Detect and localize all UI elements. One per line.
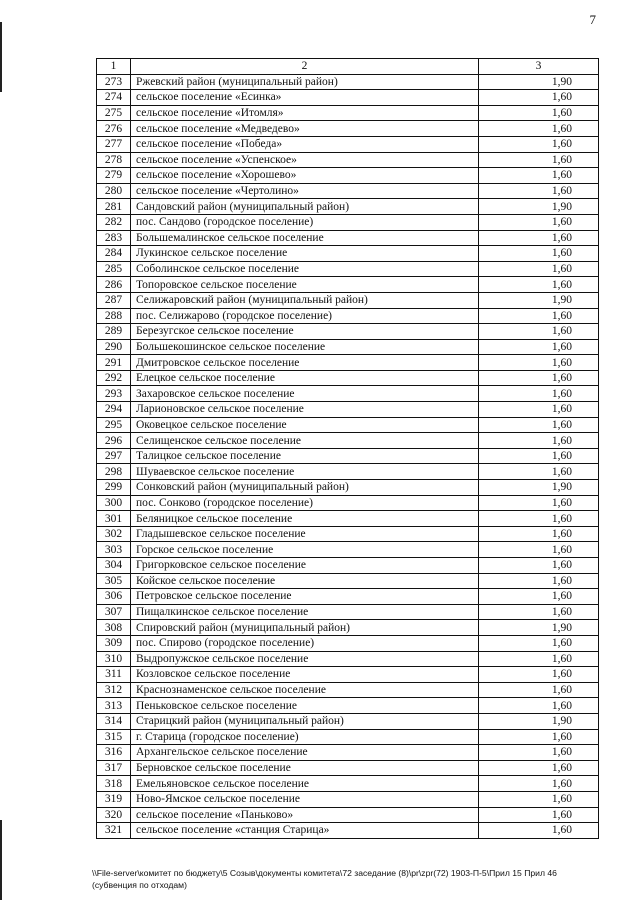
- row-value: 1,60: [479, 90, 599, 106]
- row-name: Топоровское сельское поселение: [131, 277, 479, 293]
- row-name: Койское сельское поселение: [131, 573, 479, 589]
- row-name: г. Старица (городское поселение): [131, 729, 479, 745]
- row-name: Старицкий район (муниципальный район): [131, 713, 479, 729]
- row-number: 303: [97, 542, 131, 558]
- row-number: 316: [97, 745, 131, 761]
- row-name: Петровское сельское поселение: [131, 589, 479, 605]
- row-number: 308: [97, 620, 131, 636]
- table-row: [97, 745, 599, 761]
- table-row: [97, 604, 599, 620]
- row-name: Берновское сельское поселение: [131, 760, 479, 776]
- row-number: 302: [97, 526, 131, 542]
- row-name: Дмитровское сельское поселение: [131, 355, 479, 371]
- row-number: 297: [97, 448, 131, 464]
- row-number: 281: [97, 199, 131, 215]
- row-name: Архангельское сельское поселение: [131, 745, 479, 761]
- row-name: Сонковский район (муниципальный район): [131, 480, 479, 496]
- row-number: 273: [97, 74, 131, 90]
- table-row: [97, 464, 599, 480]
- row-value: 1,60: [479, 308, 599, 324]
- table-row: [97, 136, 599, 152]
- row-value: 1,60: [479, 604, 599, 620]
- table-row: [97, 152, 599, 168]
- table-row: [97, 495, 599, 511]
- row-value: 1,60: [479, 511, 599, 527]
- row-number: 304: [97, 558, 131, 574]
- table-row: [97, 386, 599, 402]
- table-row: [97, 713, 599, 729]
- table-row: [97, 417, 599, 433]
- row-value: 1,60: [479, 214, 599, 230]
- table-row: [97, 511, 599, 527]
- row-name: Беляницкое сельское поселение: [131, 511, 479, 527]
- table-row: [97, 760, 599, 776]
- row-name: Ржевский район (муниципальный район): [131, 74, 479, 90]
- table-row: [97, 121, 599, 137]
- row-name: сельское поселение «Успенское»: [131, 152, 479, 168]
- row-number: 289: [97, 324, 131, 340]
- row-value: 1,60: [479, 698, 599, 714]
- table-row: [97, 823, 599, 839]
- row-number: 292: [97, 370, 131, 386]
- row-number: 283: [97, 230, 131, 246]
- row-number: 285: [97, 261, 131, 277]
- row-value: 1,90: [479, 74, 599, 90]
- table-row: [97, 698, 599, 714]
- row-value: 1,60: [479, 573, 599, 589]
- row-value: 1,60: [479, 355, 599, 371]
- row-value: 1,60: [479, 370, 599, 386]
- row-value: 1,90: [479, 480, 599, 496]
- row-value: 1,90: [479, 620, 599, 636]
- row-value: 1,60: [479, 558, 599, 574]
- table-body: [97, 74, 599, 838]
- header-col-3: 3: [479, 59, 599, 75]
- page-number: 7: [589, 12, 596, 27]
- row-name: сельское поселение «Победа»: [131, 136, 479, 152]
- row-number: 321: [97, 823, 131, 839]
- row-value: 1,90: [479, 292, 599, 308]
- row-value: 1,60: [479, 339, 599, 355]
- row-value: 1,60: [479, 464, 599, 480]
- table-row: [97, 355, 599, 371]
- table-row: [97, 308, 599, 324]
- row-number: 279: [97, 168, 131, 184]
- row-number: 299: [97, 480, 131, 496]
- row-number: 284: [97, 246, 131, 262]
- row-value: 1,60: [479, 433, 599, 449]
- row-number: 317: [97, 760, 131, 776]
- table-row: [97, 183, 599, 199]
- row-name: Захаровское сельское поселение: [131, 386, 479, 402]
- table-row: [97, 292, 599, 308]
- row-name: Селижаровский район (муниципальный район): [131, 292, 479, 308]
- table-row: [97, 339, 599, 355]
- table-row: [97, 651, 599, 667]
- row-value: 1,90: [479, 199, 599, 215]
- table-row: [97, 791, 599, 807]
- row-value: 1,60: [479, 246, 599, 262]
- row-name: Гладышевское сельское поселение: [131, 526, 479, 542]
- row-value: 1,60: [479, 448, 599, 464]
- table-row: [97, 105, 599, 121]
- row-number: 296: [97, 433, 131, 449]
- row-value: 1,60: [479, 324, 599, 340]
- row-number: 290: [97, 339, 131, 355]
- row-number: 312: [97, 682, 131, 698]
- row-number: 274: [97, 90, 131, 106]
- row-name: сельское поселение «Итомля»: [131, 105, 479, 121]
- row-name: сельское поселение «Есинка»: [131, 90, 479, 106]
- footer-line-1: \\File-server\комитет по бюджету\5 Созыв\документы комитета\72 заседание (8)\pr\zpr(72) 1903-П-5\Прил 15 Прил 46: [92, 868, 557, 878]
- row-number: 276: [97, 121, 131, 137]
- row-number: 278: [97, 152, 131, 168]
- header-col-1: 1: [97, 59, 131, 75]
- scan-edge-mark-bottom: [0, 820, 2, 900]
- row-number: 277: [97, 136, 131, 152]
- table-row: [97, 74, 599, 90]
- row-name: Козловское сельское поселение: [131, 667, 479, 683]
- row-value: 1,60: [479, 745, 599, 761]
- row-number: 286: [97, 277, 131, 293]
- table-row: [97, 448, 599, 464]
- table-row: [97, 729, 599, 745]
- row-name: Талицкое сельское поселение: [131, 448, 479, 464]
- table-row: [97, 168, 599, 184]
- row-value: 1,60: [479, 682, 599, 698]
- table-row: [97, 589, 599, 605]
- row-number: 318: [97, 776, 131, 792]
- table-row: [97, 214, 599, 230]
- row-name: Елецкое сельское поселение: [131, 370, 479, 386]
- table-row: [97, 682, 599, 698]
- row-number: 288: [97, 308, 131, 324]
- row-number: 319: [97, 791, 131, 807]
- row-number: 294: [97, 402, 131, 418]
- row-name: Ново-Ямское сельское поселение: [131, 791, 479, 807]
- row-name: Ларионовское сельское поселение: [131, 402, 479, 418]
- row-number: 282: [97, 214, 131, 230]
- row-value: 1,60: [479, 261, 599, 277]
- row-name: сельское поселение «Чертолино»: [131, 183, 479, 199]
- row-value: 1,60: [479, 776, 599, 792]
- row-value: 1,60: [479, 495, 599, 511]
- row-number: 306: [97, 589, 131, 605]
- row-name: Селищенское сельское поселение: [131, 433, 479, 449]
- table-row: [97, 370, 599, 386]
- row-number: 313: [97, 698, 131, 714]
- row-value: 1,60: [479, 386, 599, 402]
- row-value: 1,60: [479, 542, 599, 558]
- row-value: 1,90: [479, 713, 599, 729]
- table-row: [97, 230, 599, 246]
- row-number: 314: [97, 713, 131, 729]
- row-name: пос. Спирово (городское поселение): [131, 635, 479, 651]
- table-row: [97, 573, 599, 589]
- row-number: 311: [97, 667, 131, 683]
- table-row: [97, 261, 599, 277]
- row-number: 320: [97, 807, 131, 823]
- row-name: сельское поселение «Паньково»: [131, 807, 479, 823]
- row-value: 1,60: [479, 168, 599, 184]
- table-row: [97, 635, 599, 651]
- row-value: 1,60: [479, 667, 599, 683]
- row-name: Емельяновское сельское поселение: [131, 776, 479, 792]
- table-header-row: [97, 59, 599, 75]
- row-name: Сандовский район (муниципальный район): [131, 199, 479, 215]
- row-value: 1,60: [479, 417, 599, 433]
- table-row: [97, 526, 599, 542]
- row-number: 275: [97, 105, 131, 121]
- row-name: Березугское сельское поселение: [131, 324, 479, 340]
- row-name: Горское сельское поселение: [131, 542, 479, 558]
- row-value: 1,60: [479, 526, 599, 542]
- row-name: пос. Сандово (городское поселение): [131, 214, 479, 230]
- row-number: 291: [97, 355, 131, 371]
- row-name: Лукинское сельское поселение: [131, 246, 479, 262]
- table-row: [97, 277, 599, 293]
- row-value: 1,60: [479, 277, 599, 293]
- row-value: 1,60: [479, 105, 599, 121]
- table-row: [97, 433, 599, 449]
- table-row: [97, 807, 599, 823]
- row-value: 1,60: [479, 402, 599, 418]
- table-row: [97, 246, 599, 262]
- table-row: [97, 620, 599, 636]
- table-row: [97, 199, 599, 215]
- row-name: сельское поселение «Медведево»: [131, 121, 479, 137]
- row-value: 1,60: [479, 651, 599, 667]
- row-name: пос. Сонково (городское поселение): [131, 495, 479, 511]
- row-value: 1,60: [479, 589, 599, 605]
- row-name: сельское поселение «Хорошево»: [131, 168, 479, 184]
- row-value: 1,60: [479, 121, 599, 137]
- row-number: 298: [97, 464, 131, 480]
- row-value: 1,60: [479, 152, 599, 168]
- table-row: [97, 480, 599, 496]
- row-name: Пеньковское сельское поселение: [131, 698, 479, 714]
- row-number: 301: [97, 511, 131, 527]
- footer-line-2: (субвенция по отходам): [92, 880, 187, 890]
- footer-file-path: [92, 867, 557, 891]
- table-row: [97, 558, 599, 574]
- row-number: 309: [97, 635, 131, 651]
- row-value: 1,60: [479, 729, 599, 745]
- row-name: Григорковское сельское поселение: [131, 558, 479, 574]
- row-name: Шуваевское сельское поселение: [131, 464, 479, 480]
- data-table: [96, 58, 599, 839]
- row-number: 287: [97, 292, 131, 308]
- row-name: Пищалкинское сельское поселение: [131, 604, 479, 620]
- table-row: [97, 776, 599, 792]
- row-number: 305: [97, 573, 131, 589]
- row-value: 1,60: [479, 230, 599, 246]
- row-name: Соболинское сельское поселение: [131, 261, 479, 277]
- row-name: Краснознаменское сельское поселение: [131, 682, 479, 698]
- row-number: 310: [97, 651, 131, 667]
- row-value: 1,60: [479, 807, 599, 823]
- table-row: [97, 667, 599, 683]
- row-name: Спировский район (муниципальный район): [131, 620, 479, 636]
- table-row: [97, 402, 599, 418]
- row-value: 1,60: [479, 791, 599, 807]
- table-row: [97, 90, 599, 106]
- row-value: 1,60: [479, 635, 599, 651]
- table-row: [97, 542, 599, 558]
- row-number: 307: [97, 604, 131, 620]
- row-value: 1,60: [479, 823, 599, 839]
- row-number: 295: [97, 417, 131, 433]
- header-col-2: 2: [131, 59, 479, 75]
- table-row: [97, 324, 599, 340]
- scan-edge-mark-top: [0, 22, 2, 92]
- row-number: 315: [97, 729, 131, 745]
- row-number: 300: [97, 495, 131, 511]
- row-number: 293: [97, 386, 131, 402]
- row-value: 1,60: [479, 760, 599, 776]
- row-name: Оковецкое сельское поселение: [131, 417, 479, 433]
- row-name: сельское поселение «станция Старица»: [131, 823, 479, 839]
- row-name: Большекошинское сельское поселение: [131, 339, 479, 355]
- row-name: Выдропужское сельское поселение: [131, 651, 479, 667]
- row-value: 1,60: [479, 136, 599, 152]
- row-name: пос. Селижарово (городское поселение): [131, 308, 479, 324]
- row-name: Большемалинское сельское поселение: [131, 230, 479, 246]
- row-value: 1,60: [479, 183, 599, 199]
- row-number: 280: [97, 183, 131, 199]
